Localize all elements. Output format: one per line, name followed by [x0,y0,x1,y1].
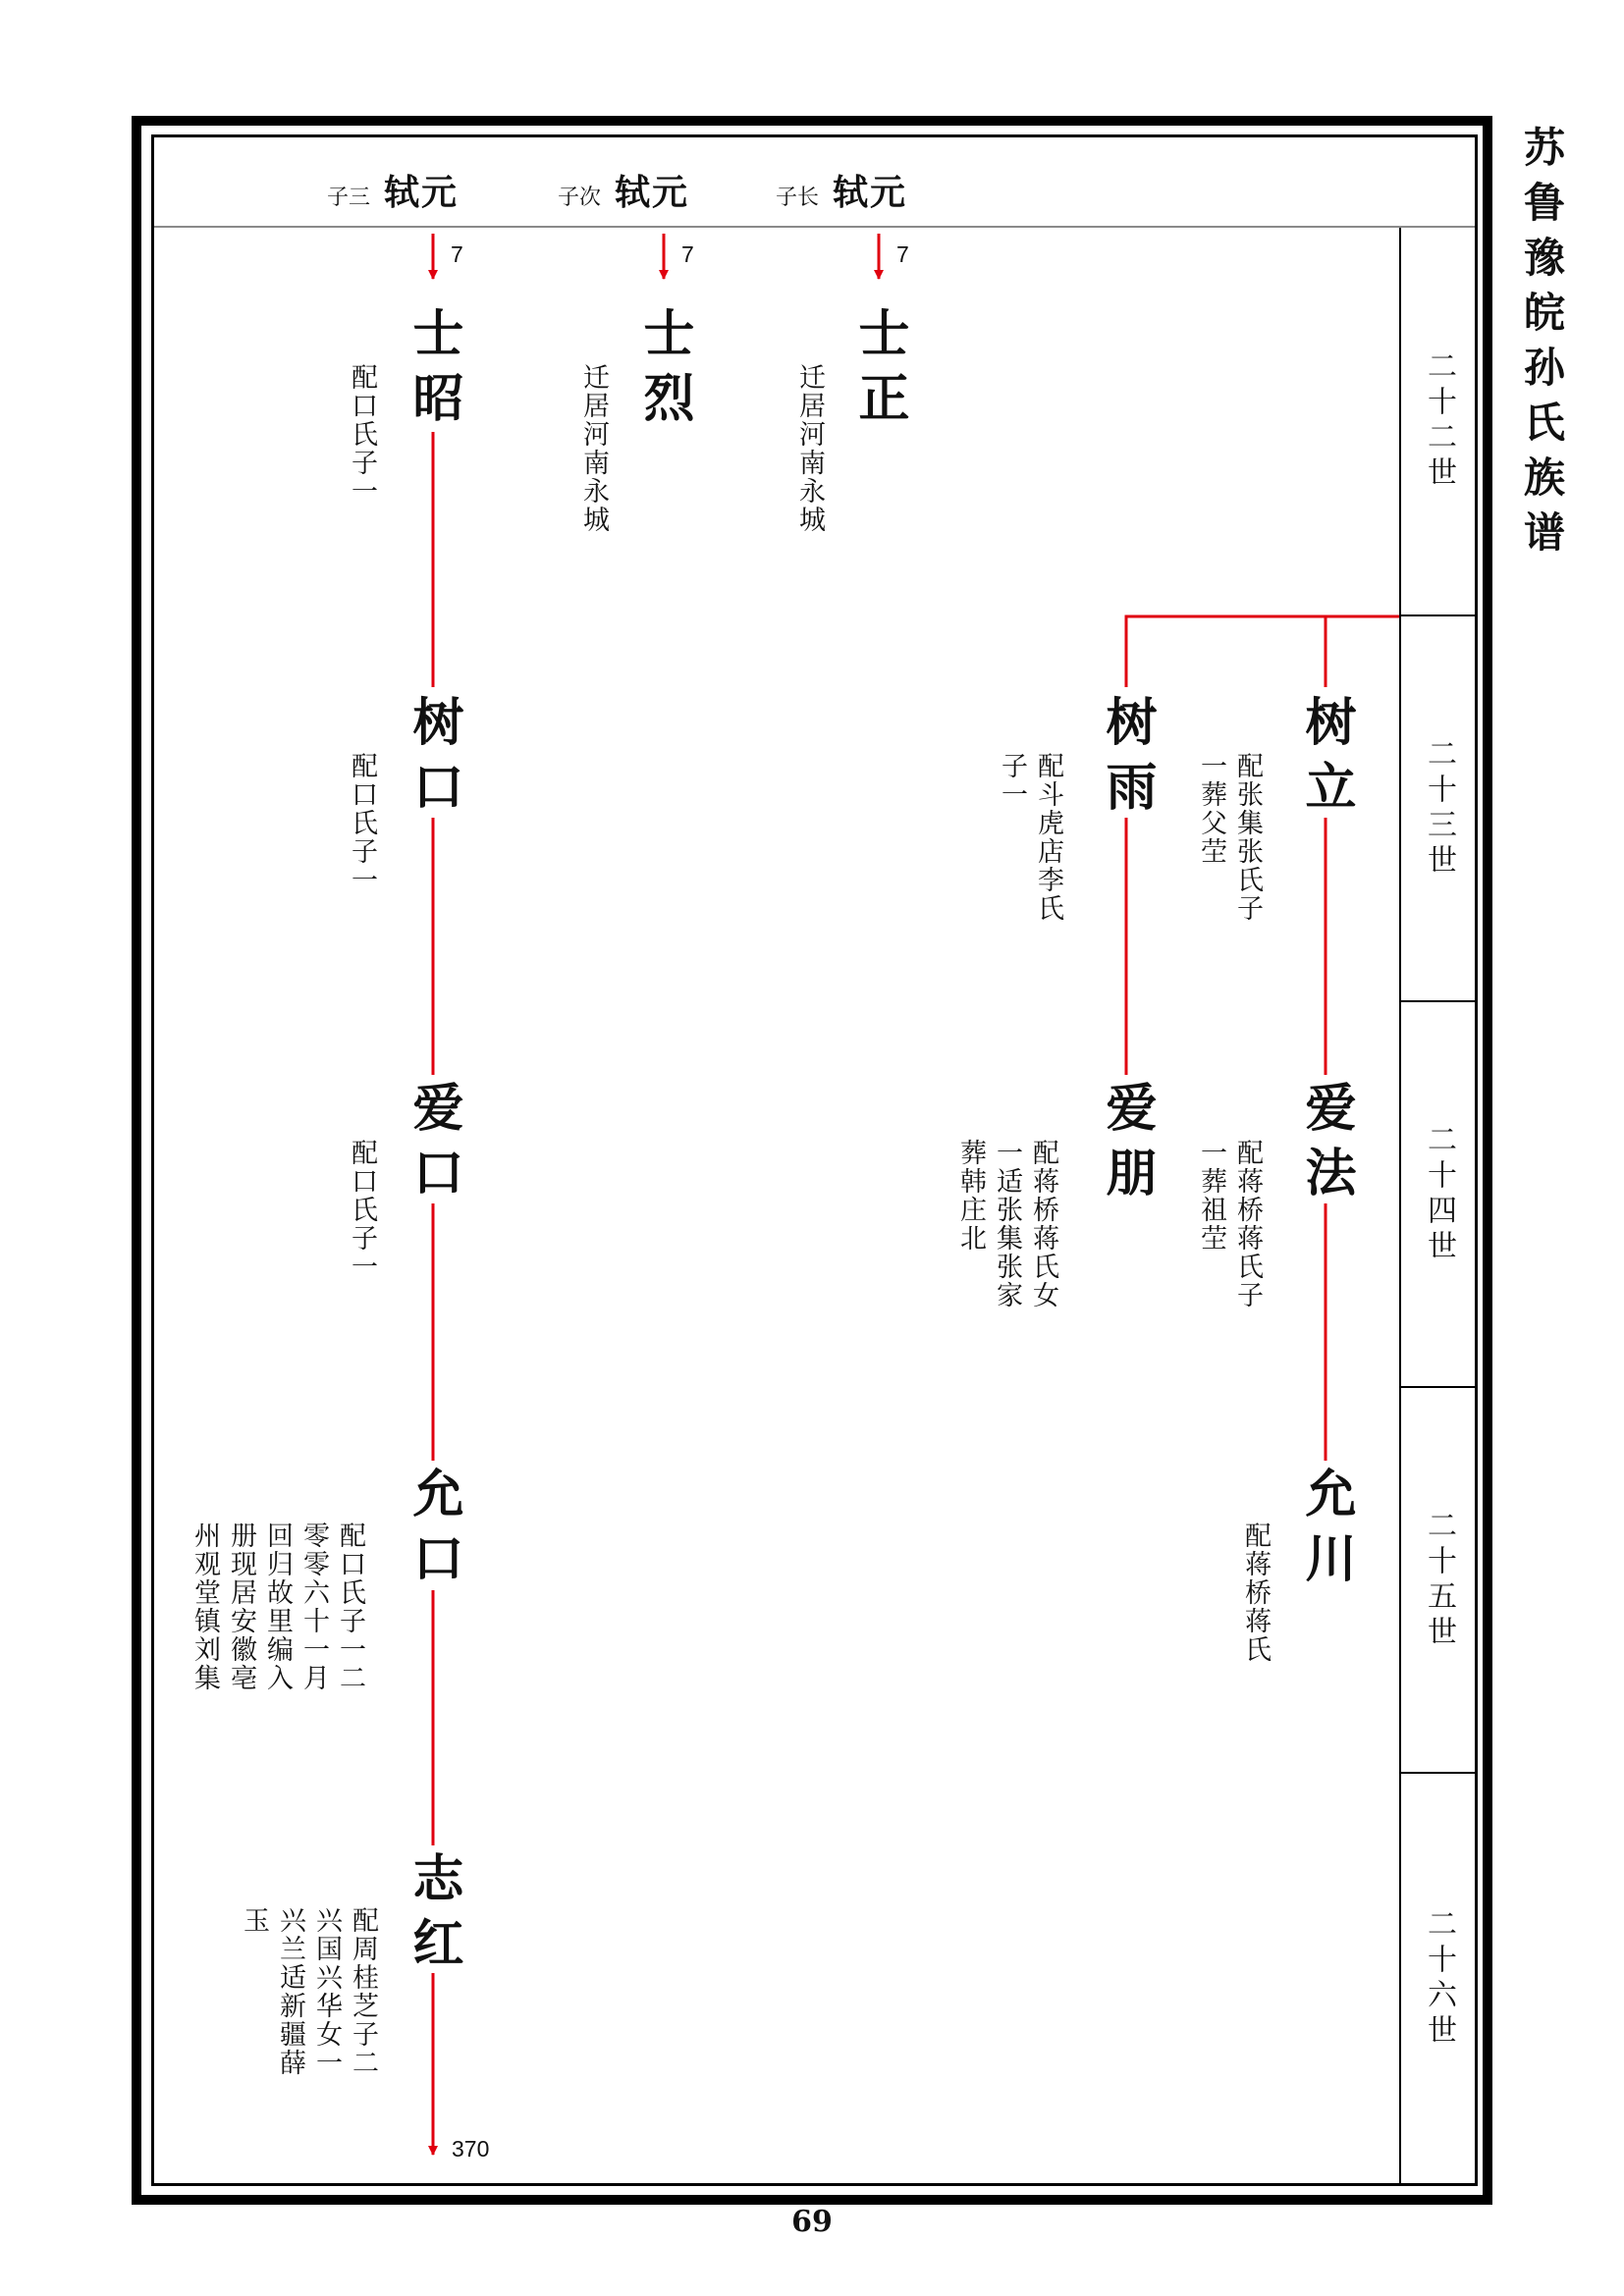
person-note-zhihong: 配周桂芝子二 兴国兴华女一 兴兰适新疆薛 玉 [239,1906,378,2077]
person-note-shukou: 配口氏子一 [347,752,377,894]
person-note-shuyu: 配斗虎店李氏 子一 [997,752,1063,923]
person-name-shuyu: 树雨 [1097,695,1157,825]
person-name-shuli: 树立 [1296,695,1356,825]
person-name-aikou: 爱口 [404,1081,463,1210]
person-name-yunchuan: 允川 [1296,1467,1356,1596]
person-name-shukou: 树口 [404,695,463,825]
person-note-yunkou: 配口氏子一二 零零六十一月 回归故里编入 册现居安徽亳 州观堂镇刘集 [189,1522,365,1692]
person-note-aipeng: 配蒋桥蒋氏女 一适张集张家 葬韩庄北 [955,1139,1058,1309]
book-title: 苏鲁豫皖孙氏族谱 [1518,126,1566,565]
generation-label-22: 二十二世 [1422,350,1456,492]
person-name-shizheng: 士正 [849,306,909,436]
person-note-shuli: 配张集张氏子 一葬父茔 [1196,752,1263,923]
person-note-shizhao: 配口氏子一 [347,363,377,506]
generation-label-26: 二十六世 [1422,1907,1456,2050]
generation-label-25: 二十五世 [1422,1509,1456,1651]
page-ref-continuation: 370 [452,2136,490,2162]
son-rank: 子次 [558,186,602,210]
page-ref: 7 [896,241,909,267]
son-rank: 子长 [776,186,820,210]
person-note-shilie: 迁居河南永城 [578,363,609,534]
person-name-shizhao: 士昭 [404,306,463,436]
son-rank: 子三 [327,186,371,210]
person-name-yunkou: 允口 [404,1467,463,1596]
page-ref: 7 [681,241,694,267]
person-name-aifa: 爱法 [1296,1081,1356,1210]
person-note-yunchuan: 配蒋桥蒋氏 [1240,1522,1271,1664]
father-name: 轼元 [384,172,460,213]
father-name: 轼元 [615,172,690,213]
generation-label-23: 二十三世 [1422,737,1456,880]
father-name: 轼元 [833,172,908,213]
page-ref: 7 [451,241,463,267]
generation-label-24: 二十四世 [1422,1123,1456,1265]
page-number: 69 [791,2205,833,2239]
person-note-aikou: 配口氏子一 [347,1139,377,1281]
person-name-shilie: 士烈 [634,306,694,436]
person-note-aifa: 配蒋桥蒋氏子 一葬祖茔 [1196,1139,1263,1309]
person-note-shizheng: 迁居河南永城 [794,363,825,534]
person-name-zhihong: 志红 [404,1851,463,1981]
person-name-aipeng: 爱朋 [1097,1081,1157,1210]
branch-to-shuyu [1126,616,1399,687]
